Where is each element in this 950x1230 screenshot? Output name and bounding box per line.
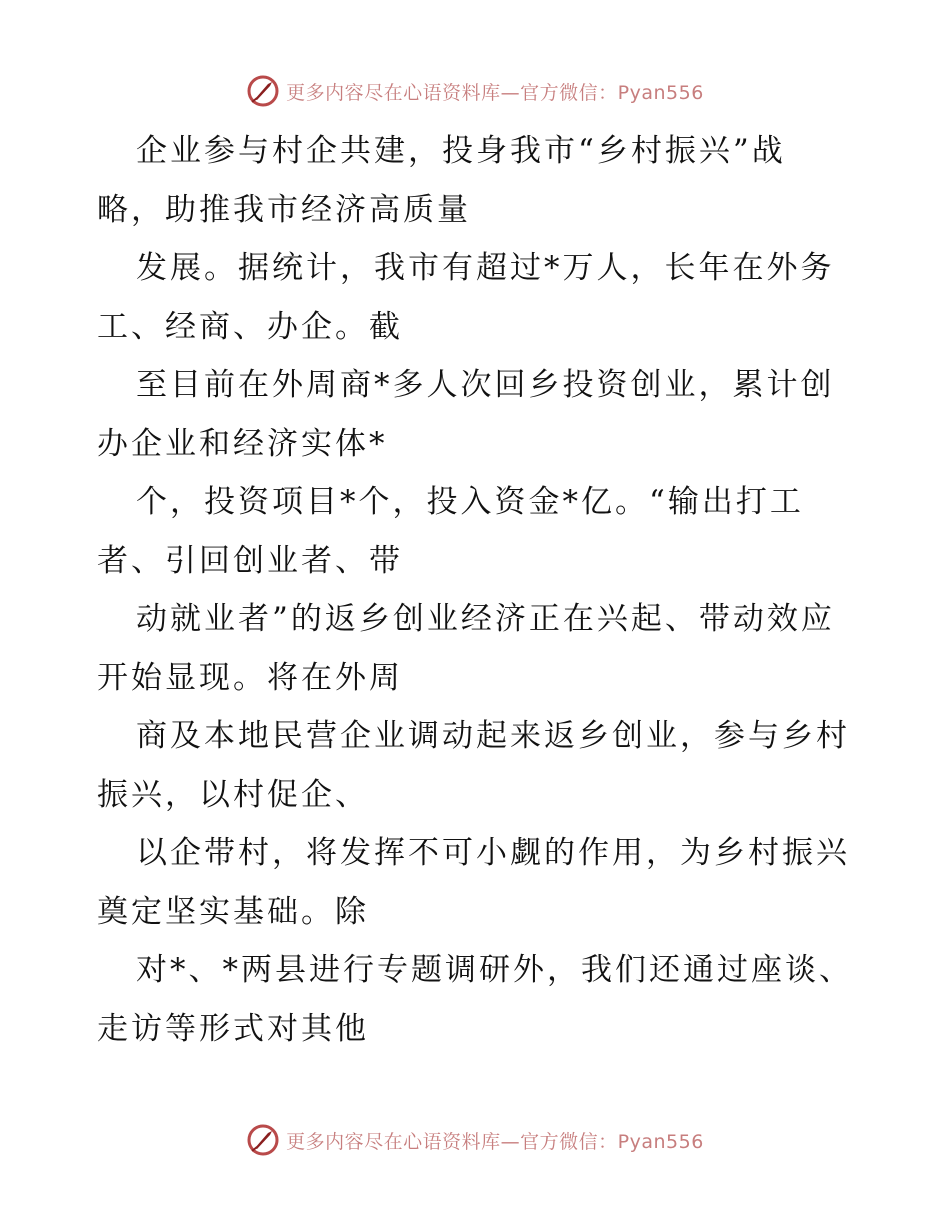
text-line: 走访等形式对其他 bbox=[97, 1010, 369, 1047]
text-line: 奠定坚实基础。除 bbox=[97, 893, 369, 930]
text-line: 以企带村，将发挥不可小觑的作用，为乡村振兴 bbox=[136, 835, 850, 871]
text-line: 略，助推我市经济高质量 bbox=[97, 191, 471, 228]
text-line: 对*、*两县进行专题调研外，我们还通过座谈、 bbox=[136, 952, 853, 988]
text-line: 至目前在外周商*多人次回乡投资创业，累计创 bbox=[136, 367, 835, 403]
text-line: 动就业者”的返乡创业经济正在兴起、带动效应 bbox=[136, 601, 835, 637]
text-line: 办企业和经济实体* bbox=[97, 425, 388, 462]
watermark-text: 更多内容尽在心语资料库—官方微信：Pyan556 bbox=[286, 1130, 704, 1153]
header-watermark bbox=[0, 71, 950, 111]
quill-circle-logo-icon bbox=[246, 74, 280, 108]
text-line: 工、经商、办企。截 bbox=[97, 308, 403, 345]
text-line: 商及本地民营企业调动起来返乡创业，参与乡村 bbox=[136, 718, 850, 754]
paragraph-text bbox=[97, 122, 857, 1058]
footer-watermark bbox=[0, 1120, 950, 1160]
text-line: 企业参与村企共建，投身我市“乡村振兴”战 bbox=[136, 133, 786, 169]
quill-circle-logo-icon bbox=[246, 1123, 280, 1157]
text-line: 个，投资项目*个，投入资金*亿。“输出打工 bbox=[136, 484, 804, 520]
document-body bbox=[97, 122, 857, 1058]
text-line: 发展。据统计，我市有超过*万人，长年在外务 bbox=[136, 250, 835, 286]
text-line: 开始显现。将在外周 bbox=[97, 659, 403, 696]
watermark-text: 更多内容尽在心语资料库—官方微信：Pyan556 bbox=[286, 81, 704, 104]
text-line: 振兴，以村促企、 bbox=[97, 776, 369, 813]
text-line: 者、引回创业者、带 bbox=[97, 542, 403, 579]
